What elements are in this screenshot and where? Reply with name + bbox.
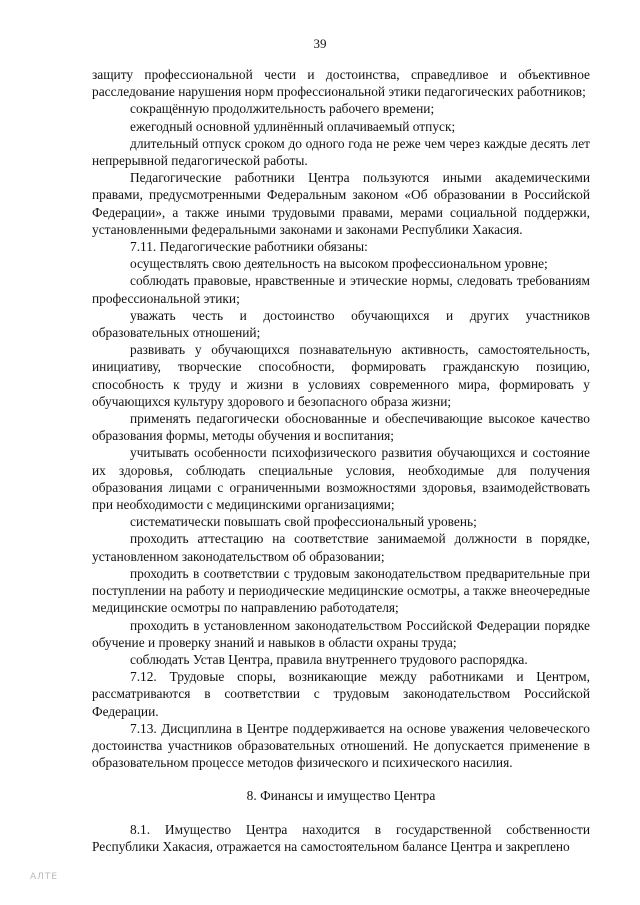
page-number: 39 bbox=[313, 36, 327, 51]
paragraph: проходить аттестацию на соответствие занимаемой должности в порядке, установленном законодательством об образовании; bbox=[92, 531, 590, 564]
document-body bbox=[92, 66, 590, 855]
paragraph: ежегодный основной удлинённый оплачиваемый отпуск; bbox=[130, 118, 456, 134]
paragraph: соблюдать правовые, нравственные и этические нормы, следовать требованиям профессиональной этики; bbox=[92, 273, 590, 306]
clause-8-1: 8.1. Имущество Центра находится в государственной собственности Республики Хакасия, отражается на самостоятельном балансе Центра и закреплено bbox=[92, 821, 590, 854]
paragraph: проходить в соответствии с трудовым законодательством предварительные при поступлении на работу и периодические медицинские осмотры, а также внеочередные медицинские осмотры по направлению работодателя; bbox=[92, 565, 590, 616]
section-title: 8. Финансы и имущество Центра bbox=[246, 788, 436, 804]
paragraph: уважать честь и достоинство обучающихся и других участников образовательных отношений; bbox=[92, 307, 590, 341]
footer-watermark: АЛТЕ bbox=[30, 872, 59, 882]
clause-7-13: 7.13. Дисциплина в Центре поддерживается на основе уважения человеческого достоинства участников образовательных отношений. Не допускается применение в образовательном процессе методов физического и психического насилия. bbox=[92, 720, 590, 771]
paragraph: осуществлять свою деятельность на высоком профессиональном уровне; bbox=[130, 256, 548, 272]
paragraph: длительный отпуск сроком до одного года не реже чем через каждые десять лет непрерывной педагогической работы. bbox=[92, 135, 590, 169]
paragraph: развивать у обучающихся познавательную активность, самостоятельность, инициативу, творческие способности, формировать гражданскую позицию, способность к труду и жизни в условиях современного мира, формировать у обучающихся культуру здорового и безопасного образа жизни; bbox=[92, 342, 590, 409]
paragraph: проходить в установленном законодательством Российской Федерации порядке обучение и проверку знаний и навыков в области охраны труда; bbox=[92, 617, 590, 650]
clause-heading: 7.11. Педагогические работники обязаны: bbox=[130, 239, 368, 255]
paragraph: Педагогические работники Центра пользуются иными академическими правами, предусмотренными Федеральным законом «Об образовании в Российской Федерации», а также иными трудовыми правами, мерами социальной поддержки, установленными федеральными законами и законами Республики Хакасия. bbox=[92, 170, 590, 237]
paragraph: сокращённую продолжительность рабочего времени; bbox=[130, 101, 435, 117]
paragraph: учитывать особенности психофизического развития обучающихся и состояние их здоровья, соблюдать специальные условия, необходимые для получения образования лицами с ограниченными возможностями здоровья, взаимодействовать при необходимости с медицинскими организациями; bbox=[92, 445, 590, 513]
paragraph: применять педагогически обоснованные и обеспечивающие высокое качество образования формы, методы обучения и воспитания; bbox=[92, 411, 590, 444]
clause-7-12: 7.12. Трудовые споры, возникающие между работниками и Центром, рассматриваются в соответствии с трудовым законодательством Российской Федерации. bbox=[92, 669, 590, 719]
paragraph: соблюдать Устав Центра, правила внутреннего трудового распорядка. bbox=[130, 651, 528, 667]
paragraph: защиту профессиональной чести и достоинства, справедливое и объективное расследование нарушения норм профессиональной этики педагогических работников; bbox=[92, 67, 590, 100]
paragraph: систематически повышать свой профессиональный уровень; bbox=[130, 514, 477, 530]
